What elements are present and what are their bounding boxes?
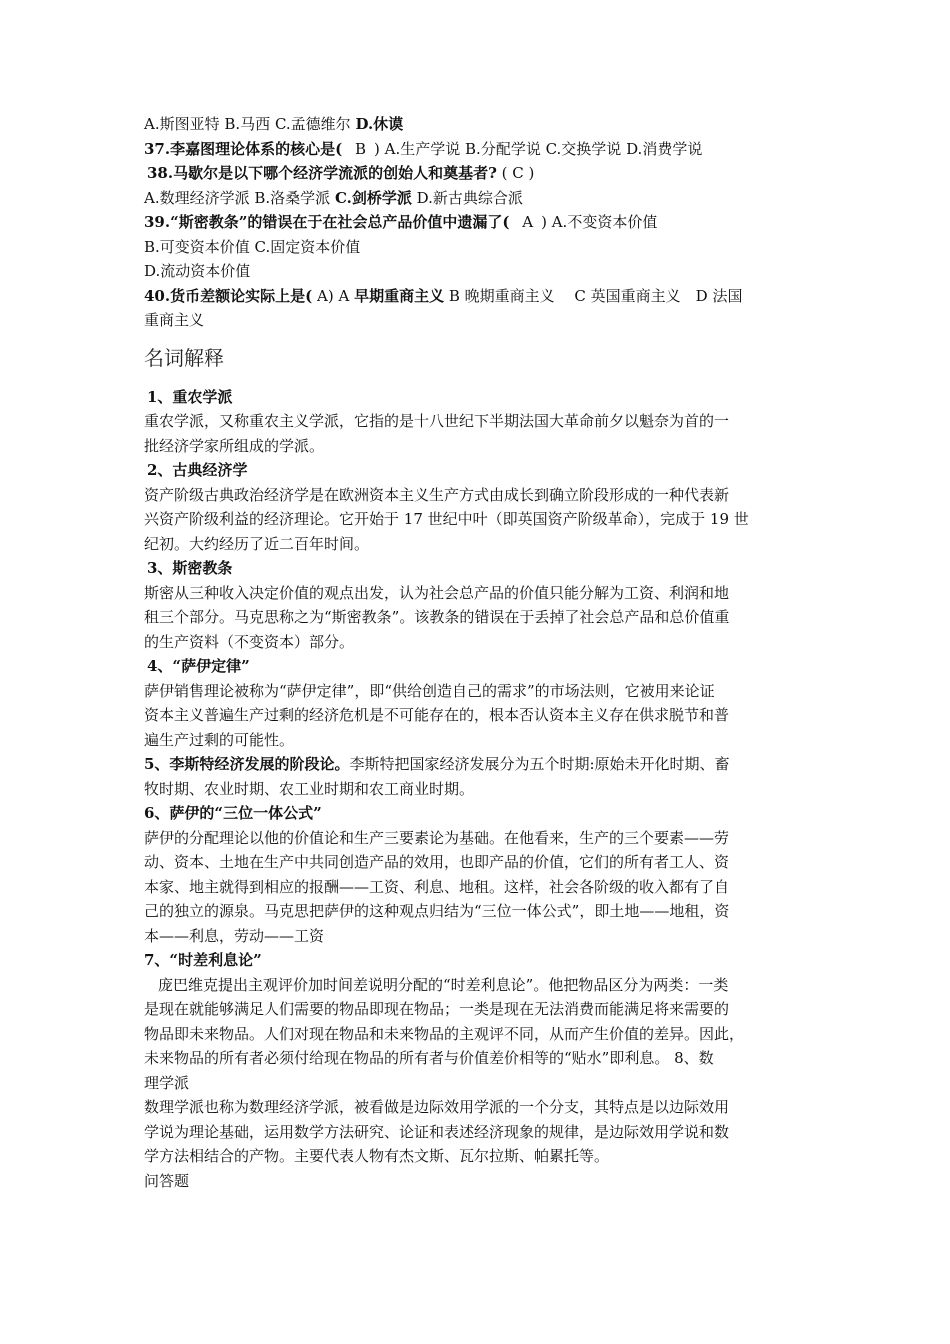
document-page [144,112,808,1193]
term-6 [144,801,808,948]
q36-option-c: C.孟德维尔 [274,115,351,133]
q37-answer: B [354,139,367,158]
q36-option-d: D.休谟 [355,115,404,133]
term-8 [144,1071,808,1169]
q38-option-d: D.新古典综合派 [416,188,523,207]
q38-option-b: B.洛桑学派 [254,188,331,207]
term-5-line [144,752,808,777]
q37-options: A.生产学说 B.分配学说 C.交换学说 D.消费学说 [384,139,703,158]
term-text: 李斯特把国家经济发展分为五个时期:原始未开化时期、畜 [349,755,730,773]
q39-close: ) [541,213,547,231]
term-line: 数理学派也称为数理经济学派，被看做是边际效用学派的一个分支，其特点是以边际效用 [144,1098,730,1116]
term-line: 萨伊的分配理论以他的价值论和生产三要素论为基础。在他看来，生产的三个要素——劳 [144,828,730,847]
q40-option-a-label: A [338,286,350,305]
term-line: 学说为理论基础，运用数学方法研究、论证和表述经济现象的规律，是边际效用学说和数 [144,1122,730,1141]
q39-answer: A [522,213,534,231]
term-line: 学方法相结合的产物。主要代表人物有杰文斯、瓦尔拉斯、帕累托等。 [144,1147,610,1165]
term-line: 萨伊销售理论被称为“萨伊定律”，即“供给创造自己的需求”的市场法则，它被用来论证 [144,681,715,700]
q40-options-rest: B 晚期重商主义 C 英国重商主义 D 法国 [448,286,743,305]
term-line: 纪初。大约经历了近二百年时间。 [144,534,370,553]
q39 [144,210,808,235]
term-line: 斯密从三种收入决定价值的观点出发，认为社会总产品的价值只能分解为工资、利润和地 [144,583,730,602]
term-line: 的生产资料（不变资本）部分。 [144,632,355,651]
q40-answer: A) [316,286,334,305]
term-line: 物品即未来物品。人们对现在物品和未来物品的主观评不同，从而产生价值的差异。因此， [144,1024,745,1043]
q38-stem: 38.马歇尔是以下哪个经济学流派的创始人和奠基者? [147,164,497,182]
term-line: 理学派 [144,1073,190,1092]
q37-stem: 37.李嘉图理论体系的核心是( [144,139,343,158]
term-title: 5、李斯特经济发展的阶段论。 [144,755,350,773]
term-4 [144,654,808,752]
q36-option-b: B.马西 [224,115,271,133]
term-7 [144,948,808,1071]
term-line: 是现在就能够满足人们需要的物品即现在物品；一类是现在无法消费而能满足将来需要的 [144,1000,730,1018]
q36-option-a: A.斯图亚特 [144,115,220,133]
q38-option-c: C.剑桥学派 [334,188,412,207]
term-line: 动、资本、土地在生产中共同创造产品的效用，也即产品的价值，它们的所有者工人、资 [144,853,730,871]
q40 [144,284,808,309]
term-line: 己的独立的源泉。马克思把萨伊的这种观点归结为“三位一体公式”，即土地——地租，资 [144,902,730,920]
term-line: 批经济学家所组成的学派。 [144,436,325,455]
q39-line2: B.可变资本价值 C.固定资本价值 [144,237,361,256]
term-line: 本——利息，劳动——工资 [144,926,325,945]
term-line: 庞巴维克提出主观评价加时间差说明分配的“时差利息论”。他把物品区分为两类：一类 [158,975,729,994]
q39-stem: 39.“斯密教条”的错误在于在社会总产品价值中遗漏了( [144,213,510,231]
q38-option-a: A.数理经济学派 [144,188,250,207]
term-line: 牧时期、农业时期、农工业时期和农工商业时期。 [144,779,475,798]
q36-options [144,112,808,137]
q39-option-a: A.不变资本价值 [551,213,658,231]
section-heading-qa: 问答题 [144,1171,190,1190]
term-line: 资产阶级古典政治经济学是在欧洲资本主义生产方式由成长到确立阶段形成的一种代表新 [144,485,730,504]
term-title: 1、重农学派 [147,387,233,406]
term-title: 4、“萨伊定律” [147,657,250,675]
q38 [144,161,808,186]
term-title: 7、“时差利息论” [144,951,262,969]
term-3 [144,556,808,654]
q40-option-a: 早期重商主义 [354,286,445,305]
term-1 [144,385,808,459]
term-title: 6、萨伊的“三位一体公式” [144,804,322,822]
term-2 [144,458,808,556]
term-line: 兴资产阶级利益的经济理论。它开始于 17 世纪中叶（即英国资产阶级革命），完成于 19 世 [144,510,749,528]
term-line: 本家、地主就得到相应的报酬——工资、利息、地租。这样，社会各阶级的收入都有了自 [144,877,730,896]
term-title: 3、斯密教条 [147,559,233,577]
term-5 [144,752,808,801]
term-line: 资本主义普遍生产过剩的经济危机是不可能存在的，根本否认资本主义存在供求脱节和普 [144,706,730,724]
term-title: 2、古典经济学 [147,461,248,479]
term-line: 租三个部分。马克思称之为“斯密教条”。该教条的错误在于丢掉了社会总产品和总价值重 [144,608,730,626]
section-heading-terms: 名词解释 [144,345,224,370]
q40-line2: 重商主义 [144,311,205,329]
q38-answer: ( C ) [501,164,535,182]
q38-options [144,186,808,211]
q40-stem: 40.货币差额论实际上是( [144,286,313,305]
q39-line3: D.流动资本价值 [144,262,251,280]
term-line: 未来物品的所有者必须付给现在物品的所有者与价值差价相等的“贴水”即利息。 8、数 [144,1049,714,1067]
q37 [144,137,808,162]
term-line: 重农学派，又称重农主义学派，它指的是十八世纪下半期法国大革命前夕以魁奈为首的一 [144,412,730,430]
q37-close: ) [374,139,380,158]
term-line: 遍生产过剩的可能性。 [144,730,295,749]
